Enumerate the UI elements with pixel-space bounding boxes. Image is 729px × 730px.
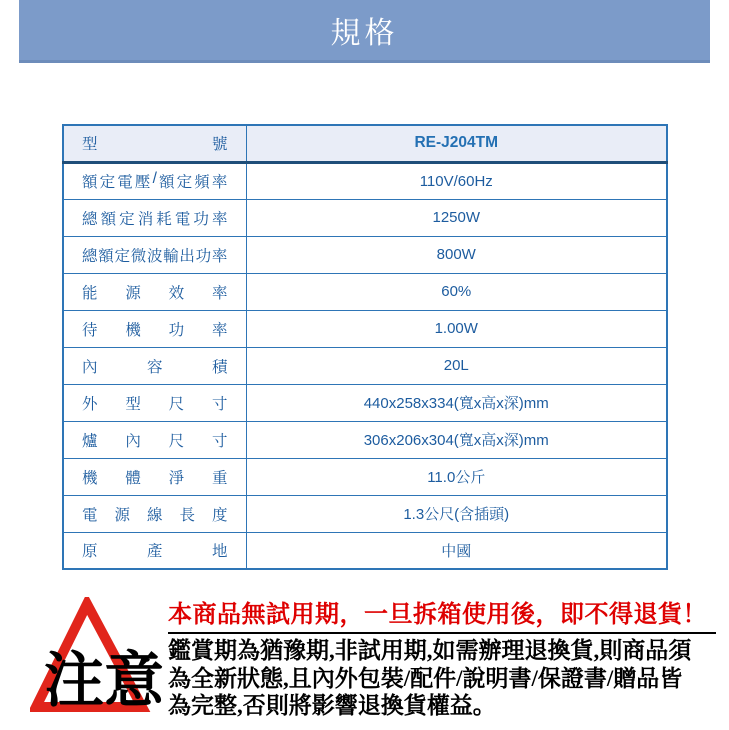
spec-row bbox=[63, 532, 667, 569]
notice-body bbox=[168, 637, 716, 720]
spec-label: 型 號 bbox=[63, 125, 246, 162]
spec-row bbox=[63, 384, 667, 421]
spec-row bbox=[63, 495, 667, 532]
spec-value: 中國 bbox=[246, 532, 667, 569]
warning-icon-label: 注意 bbox=[44, 648, 164, 714]
section-title: 規格 bbox=[330, 17, 399, 50]
spec-label: 內 容 積 bbox=[63, 347, 246, 384]
spec-label: 額 定 電 壓 / 額 定 頻 率 bbox=[63, 162, 246, 199]
spec-label: 電 源 線 長 度 bbox=[63, 495, 246, 532]
spec-row bbox=[63, 236, 667, 273]
spec-value: 1.3公尺(含插頭) bbox=[246, 495, 667, 532]
spec-label: 外 型 尺 寸 bbox=[63, 384, 246, 421]
spec-row bbox=[63, 199, 667, 236]
spec-value: 11.0公斤 bbox=[246, 458, 667, 495]
spec-row bbox=[63, 162, 667, 199]
spec-row bbox=[63, 310, 667, 347]
spec-table bbox=[62, 124, 668, 570]
spec-row bbox=[63, 125, 667, 162]
section-header bbox=[19, 0, 710, 63]
spec-row bbox=[63, 458, 667, 495]
warning-triangle-icon bbox=[30, 597, 178, 725]
spec-label: 總 額 定 消 耗 電 功 率 bbox=[63, 199, 246, 236]
spec-label: 爐 內 尺 寸 bbox=[63, 421, 246, 458]
spec-label: 待 機 功 率 bbox=[63, 310, 246, 347]
spec-value: 306x206x304(寬x高x深)mm bbox=[246, 421, 667, 458]
spec-row bbox=[63, 421, 667, 458]
spec-value: 1.00W bbox=[246, 310, 667, 347]
spec-value: 800W bbox=[246, 236, 667, 273]
notice-line: 鑑賞期為猶豫期,非試用期,如需辦理退換貨,則商品須 bbox=[168, 638, 692, 663]
notice-heading: 本商品無試用期，一旦拆箱使用後，即不得退貨！ bbox=[168, 594, 716, 634]
spec-value: 440x258x334(寬x高x深)mm bbox=[246, 384, 667, 421]
notice-line: 為完整,否則將影響退換貨權益。 bbox=[168, 693, 496, 718]
spec-label: 機 體 淨 重 bbox=[63, 458, 246, 495]
spec-label: 原 產 地 bbox=[63, 532, 246, 569]
spec-label: 能 源 效 率 bbox=[63, 273, 246, 310]
spec-row bbox=[63, 273, 667, 310]
notice-line: 為全新狀態,且內外包裝/配件/說明書/保證書/贈品皆 bbox=[168, 665, 683, 691]
notice-section bbox=[168, 594, 716, 720]
spec-value: RE-J204TM bbox=[246, 125, 667, 162]
spec-value: 110V/60Hz bbox=[246, 162, 667, 199]
spec-row bbox=[63, 347, 667, 384]
spec-value: 60% bbox=[246, 273, 667, 310]
spec-label: 總 額 定 微 波 輸 出 功 率 bbox=[63, 236, 246, 273]
spec-value: 1250W bbox=[246, 199, 667, 236]
spec-value: 20L bbox=[246, 347, 667, 384]
